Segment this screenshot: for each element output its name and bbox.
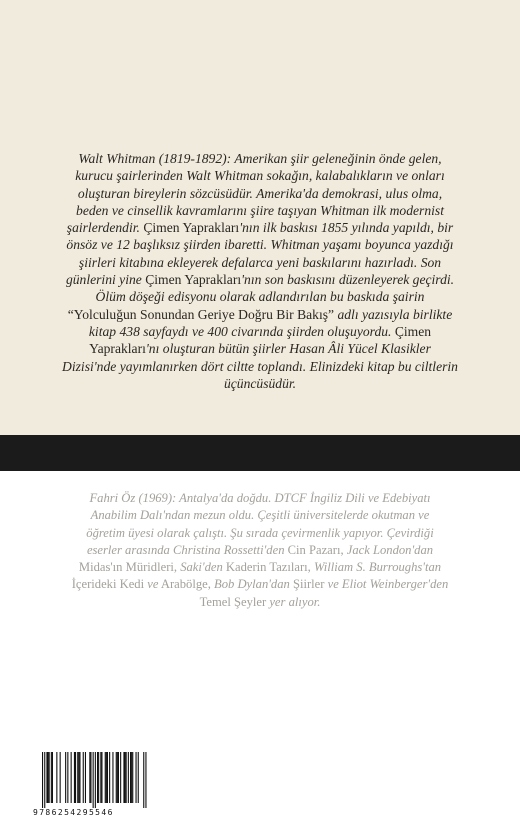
text-segment: Midas'ın Müridleri, <box>78 560 181 575</box>
barcode-bar <box>107 752 108 803</box>
text-segment: yer alıyor. <box>269 594 321 609</box>
barcode-bar <box>74 752 75 803</box>
barcode-bar <box>85 752 86 803</box>
barcode-bar <box>120 752 121 803</box>
barcode-bar <box>42 752 43 808</box>
text-segment: 'nı oluşturan bütün şiirler Hasan Âli Yücel Klasikler Dizisi'nde yayımlanırken dört ciltte toplandı. Elinizdeki kitap bu ciltlerin üçüncüsüdür. <box>62 341 458 391</box>
text-segment: Whitman yaşamı boyunca yazdığı şiirleri kitabına ekleyerek defalarca yeni baskılarını hazırladı. Son günlerini yine <box>65 237 454 288</box>
text-segment: Cin Pazarı, <box>284 542 347 557</box>
text-segment: Walt Whitman (1819-1892): Amerikan şiir geleneğinin önde gelen, kurucu şairlerinden Walt Whitman sokağın, kalabalıkların ve onları oluşturan bireylerin sözcüsüdür. Amerika'da demokrasi, ulus olma, beden ve cinsellik kavramlarını şiire taşıyan Whitman ilk modernist şairlerdendir. <box>66 151 445 236</box>
isbn-number: 9786254295546 <box>33 808 114 817</box>
barcode-bar <box>131 752 132 803</box>
barcode-bar <box>60 752 61 803</box>
barcode-bar <box>97 752 98 803</box>
barcode-bar <box>75 752 76 803</box>
text-segment: Çimen Yaprakları <box>145 272 242 288</box>
barcode-bar <box>95 752 96 808</box>
text-segment: 'nın ilk baskısı 1855 yılında yapıldı, bir önsöz ve 12 başlıksız şiirden ibaretti. <box>66 220 454 253</box>
barcode-bar <box>123 752 124 803</box>
barcode-bar <box>106 752 107 803</box>
translator-biography <box>70 490 450 611</box>
text-segment: Kaderin Tazıları, <box>222 560 314 575</box>
barcode-bar <box>132 752 133 803</box>
text-segment: Christina Rossetti'den <box>173 542 285 557</box>
text-segment: ve <box>147 577 159 592</box>
text-segment: adlı yazısıyla birlikte kitap 438 sayfaydı ve 400 civarında şiirden oluşuyordu. <box>88 306 453 339</box>
text-segment: Bob Dylan'dan <box>214 577 290 592</box>
barcode-bar <box>105 752 106 803</box>
barcode-bar <box>56 752 57 803</box>
black-divider-band <box>0 435 520 471</box>
barcode-bar <box>117 752 118 803</box>
barcode-bar <box>83 752 84 803</box>
barcode-bar <box>100 752 101 803</box>
text-segment: 'nın son baskısını düzenleyerek geçirdi. Ölüm döşeği edisyonu olarak adlandırılan bu baskıda şairin <box>95 272 455 305</box>
text-segment: Saki'den <box>180 560 223 575</box>
barcode-bar <box>130 752 131 803</box>
text-segment: Arabölge, <box>158 577 215 592</box>
barcode-bar <box>136 752 137 803</box>
barcode-bar <box>46 752 47 803</box>
text-segment: Temel Şeyler <box>199 594 270 609</box>
text-segment: “Yolculuğun Sonundan Geriye Doğru Bir Bakış” <box>67 306 335 322</box>
text-segment: Çimen Yaprakları <box>89 323 432 357</box>
barcode-bar <box>48 752 49 803</box>
barcode-bar <box>101 752 102 803</box>
text-segment: İçerideki Kedi <box>71 577 148 592</box>
barcode-bar <box>143 752 144 808</box>
barcode-bar <box>71 752 72 803</box>
text-segment: Şiirler <box>289 577 328 592</box>
barcode-bar <box>128 752 129 803</box>
text-segment: William S. Burroughs'tan <box>313 560 442 575</box>
barcode-bar <box>112 752 113 803</box>
barcode-bar <box>145 752 146 808</box>
text-segment: Çimen Yaprakları <box>143 220 240 236</box>
barcode-bar <box>138 752 139 803</box>
barcode-bar <box>93 752 94 808</box>
barcode-bar <box>118 752 119 803</box>
barcode-bar <box>116 752 117 803</box>
barcode-bar <box>67 752 68 803</box>
barcode-bar <box>90 752 91 803</box>
barcode-bar <box>78 752 79 803</box>
barcode-bar <box>98 752 99 803</box>
barcode-bar <box>89 752 90 803</box>
barcode-bar <box>51 752 52 803</box>
barcode-bar <box>65 752 66 803</box>
text-segment: Jack London'dan <box>346 542 434 557</box>
barcode-bar <box>44 752 45 808</box>
barcode-bar <box>79 752 80 803</box>
barcode-bar <box>52 752 53 803</box>
barcode-bar <box>109 752 110 803</box>
barcode-bar <box>126 752 127 803</box>
barcode-bar <box>49 752 50 803</box>
barcode-bar <box>125 752 126 803</box>
author-biography <box>62 150 458 392</box>
text-segment: ve Eliot Weinberger'den <box>327 577 449 592</box>
text-segment: Fahri Öz (1969): Antalya'da doğdu. DTCF İngiliz Dili ve Edebiyatı Anabilim Dalı'ndan mezun oldu. Çeşitli üniversitelerde okutman ve öğretim üyesi olarak çalıştı. Şu sırada çevirmenlik yapıyor. Çevirdiği eserler arasında <box>86 491 434 557</box>
barcode-bar <box>77 752 78 803</box>
